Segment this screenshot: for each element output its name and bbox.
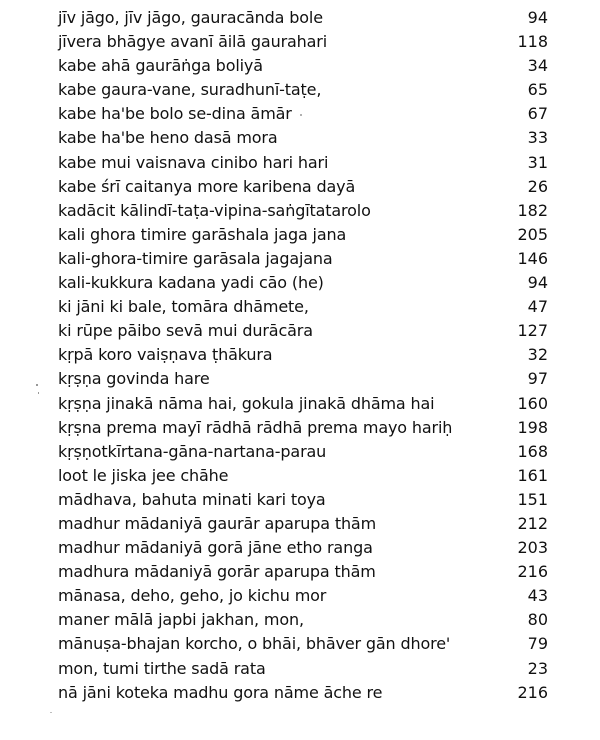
index-entry: [58, 30, 548, 54]
page-number: 26: [527, 176, 548, 196]
scan-speck: [36, 384, 38, 386]
page-number: 212: [517, 513, 548, 533]
index-entry: [58, 319, 548, 343]
song-title: maner mālā japbi jakhan, mon,: [58, 610, 304, 630]
page-number: 182: [517, 200, 548, 220]
page-number: 94: [527, 8, 548, 27]
page-number: 33: [527, 128, 548, 148]
song-title: jīvera bhāgye avanī āilā gaurahari: [58, 32, 328, 52]
page-number: 47: [527, 297, 548, 317]
page-number: 161: [517, 465, 548, 485]
song-title: kabe gaura-vane, suradhunī-taṭe,: [58, 80, 322, 100]
page-number: 205: [517, 224, 548, 244]
song-title: kabe ahā gaurāṅga boliyā: [58, 56, 263, 76]
index-entry: [58, 295, 548, 319]
page-number: 146: [517, 248, 548, 268]
index-entry: [58, 560, 548, 584]
song-title: kṛṣna prema mayī rādhā rādhā prema mayo hariḥ: [58, 417, 453, 437]
scan-speck: [38, 392, 39, 394]
index-entry: [58, 681, 548, 705]
song-title: kabe śrī caitanya more karibena dayā: [58, 176, 356, 196]
index-entry: [58, 608, 548, 632]
song-title: kabe ha'be heno dasā mora: [58, 128, 278, 148]
index-entry: [58, 512, 548, 536]
scan-speck: [50, 712, 52, 713]
index-entry: [58, 440, 548, 464]
index-entry: [58, 102, 548, 126]
song-title: jīv jāgo, jīv jāgo, gauracānda bole: [58, 8, 323, 27]
page-number: 80: [527, 610, 548, 630]
page-number: 216: [517, 562, 548, 582]
page-number: 118: [517, 32, 548, 52]
page-number: 168: [517, 441, 548, 461]
index-entry: [58, 247, 548, 271]
song-title: kali-kukkura kadana yadi cāo (he): [58, 273, 324, 293]
page-number: 34: [527, 56, 548, 76]
index-entry: [58, 223, 548, 247]
song-title: kṛpā koro vaiṣṇava ṭhākura: [58, 345, 273, 365]
index-entry: [58, 175, 548, 199]
page-number: 94: [527, 273, 548, 293]
index-entry: [58, 464, 548, 488]
index-entry: [58, 343, 548, 367]
page-number: 31: [527, 152, 548, 172]
index-entry: [58, 126, 548, 150]
song-title: ki rūpe pāibo sevā mui durācāra: [58, 321, 313, 341]
index-entry: [58, 271, 548, 295]
song-title: kabe mui vaisnava cinibo hari hari: [58, 152, 329, 172]
index-entry: [58, 584, 548, 608]
index-entry: [58, 199, 548, 223]
song-title: mānasa, deho, geho, jo kichu mor: [58, 586, 327, 606]
index-entry: [58, 657, 548, 681]
song-title: kali ghora timire garāshala jaga jana: [58, 224, 347, 244]
song-title: kadācit kālindī-taṭa-vipina-saṅgītatarolo: [58, 200, 371, 220]
song-title: loot le jiska jee chāhe: [58, 465, 229, 485]
index-entry: [58, 54, 548, 78]
page-number: 203: [517, 538, 548, 558]
index-entry: [58, 151, 548, 175]
page-number: 151: [517, 489, 548, 509]
page-number: 127: [517, 321, 548, 341]
page-number: 79: [527, 634, 548, 654]
song-title: madhura mādaniyā gorār aparupa thām: [58, 562, 376, 582]
song-title: kṛṣṇa govinda hare: [58, 369, 210, 389]
index-entry: [58, 488, 548, 512]
song-title: kabe ha'be bolo se-dina āmār: [58, 104, 292, 124]
page-number: 67: [527, 104, 548, 124]
page-number: 65: [527, 80, 548, 100]
index-entry: [58, 6, 548, 30]
page-number: 23: [527, 658, 548, 678]
song-title: madhur mādaniyā gorā jāne etho ranga: [58, 538, 373, 558]
index-entry: [58, 416, 548, 440]
song-title: mānuṣa-bhajan korcho, o bhāi, bhāver gān dhore': [58, 634, 451, 654]
song-index-list: [58, 6, 548, 705]
song-title: madhur mādaniyā gaurār aparupa thām: [58, 513, 377, 533]
page-number: 43: [527, 586, 548, 606]
page-number: 97: [527, 369, 548, 389]
song-title: nā jāni koteka madhu gora nāme āche re: [58, 682, 383, 702]
page-number: 216: [517, 682, 548, 702]
song-title: kṛṣṇa jinakā nāma hai, gokula jinakā dhāma hai: [58, 393, 435, 413]
song-title: ki jāni ki bale, tomāra dhāmete,: [58, 297, 309, 317]
index-entry: [58, 392, 548, 416]
page-number: 160: [517, 393, 548, 413]
index-entry: [58, 367, 548, 391]
page-number: 198: [517, 417, 548, 437]
index-entry: [58, 536, 548, 560]
song-title: kali-ghora-timire garāsala jagajana: [58, 248, 333, 268]
song-title: kṛṣṇotkīrtana-gāna-nartana-parau: [58, 441, 327, 461]
index-entry: [58, 78, 548, 102]
song-title: mādhava, bahuta minati kari toya: [58, 489, 326, 509]
index-entry: [58, 632, 548, 656]
song-title: mon, tumi tirthe sadā rata: [58, 658, 266, 678]
page-number: 32: [527, 345, 548, 365]
